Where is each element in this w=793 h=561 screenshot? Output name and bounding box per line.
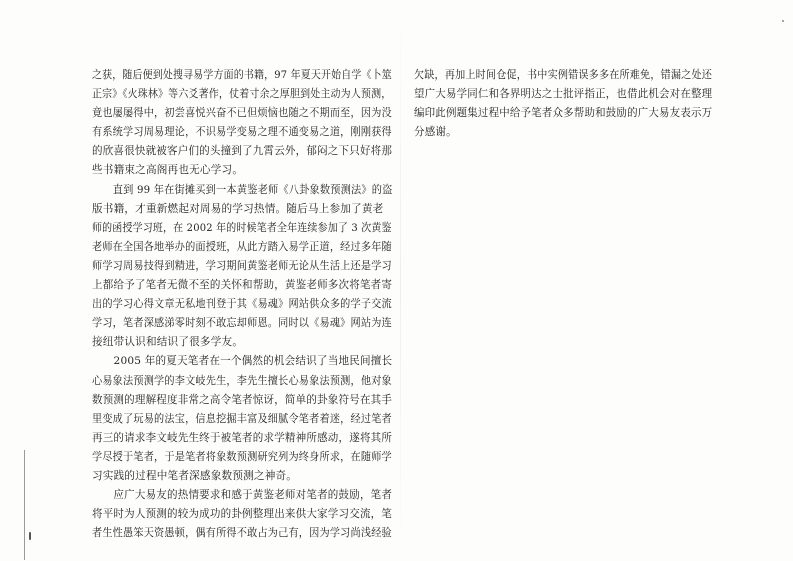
text-line: 的欣喜很快就被客户们的头撞到了九霄云外，郁闷之下只好将那 [92, 145, 393, 158]
text-line: 数预测的理解程度非常之高令笔者惊讶，简单的卦象符号在其手 [92, 393, 393, 406]
text-line: 上都给予了笔者无微不至的关怀和帮助，黄鉴老师多次将笔者寄 [92, 279, 393, 292]
right-page-text [414, 66, 714, 142]
text-line: 心易象法预测学的李文岐先生，李先生擅长心易象法预测，他对象 [92, 374, 392, 387]
text-line: 接纽带认识和结识了很多学友。 [92, 336, 244, 349]
text-line: 习实践的过程中笔者深感象数预测之神奇。 [92, 469, 298, 482]
text-line: 再三的请求李文岐先生终于被笔者的求学精神所感动，遂将其所 [92, 431, 393, 444]
text-line: 有系统学习周易理论，不识易学变易之理不通变易之道，刚刚获得 [92, 126, 392, 139]
left-page-text [92, 66, 392, 543]
page-fold-shadow [400, 0, 401, 561]
text-line: 学尽授于笔者，于是笔者将象数预测研究列为终身所求，在随师学 [92, 450, 392, 463]
text-line: 之获，随后便到处搜寻易学方面的书籍，97 年夏天开始自学《卜筮 [92, 69, 392, 81]
text-line: 直到 99 年在街摊买到一本黄鉴老师《八卦象数预测法》的盗 [92, 183, 393, 196]
text-line: 望广大易学同仁和各界明达之士批评指正，也借此机会对在整理 [414, 88, 713, 101]
text-line: 分感谢。 [414, 126, 457, 139]
text-line: 将平时为人预测的较为成功的卦例整理出来供大家学习交流，笔 [92, 508, 393, 521]
text-line: 正宗》《火珠林》等六爻著作，仗着寸余之厚胆到处主动为人预测， [92, 88, 392, 101]
text-line: 学习，笔者深感涕零时刻不敢忘却师恩。同时以《易魂》网站为连 [92, 317, 392, 330]
scan-speck [782, 20, 784, 22]
text-line: 2005 年的夏天笔者在一个偶然的机会结识了当地民间擅长 [92, 355, 393, 368]
text-line: 些书籍束之高阁再也无心学习。 [92, 164, 244, 177]
text-line: 里变成了玩易的法宝，信息挖掘丰富及细腻令笔者着迷，经过笔者 [92, 412, 392, 425]
text-line: 编印此例题集过程中给予笔者众多帮助和鼓励的广大易友表示万 [414, 107, 713, 120]
scan-edge-mark [24, 450, 25, 560]
text-line: 师学习周易技得到精进，学习期间黄鉴老师无论从生活上还是学习 [92, 259, 392, 272]
text-line: 应广大易友的热情要求和感于黄鉴老师对笔者的鼓励，笔者 [92, 489, 393, 502]
text-line: 老师在全国各地举办的面授班，从此方踏入易学正道，经过多年随 [92, 240, 392, 253]
text-line: 竟也屡屡得中，初尝喜悦兴奋不已但烦恼也随之不期而至，因为没 [92, 107, 392, 120]
text-line: 版书籍，才重新燃起对周易的学习热情。随后马上参加了黄老 [92, 202, 384, 215]
text-line: 欠缺，再加上时间仓促，书中实例错误多多在所难免，错漏之处还 [414, 69, 713, 81]
text-line: 出的学习心得文章无私地刊登于其《易魂》网站供众多的学子交流 [92, 298, 392, 311]
scan-speck [29, 532, 31, 540]
text-line: 者生性愚笨天资愚顿，偶有所得不敢占为己有，因为学习尚浅经验 [92, 527, 392, 540]
text-line: 师的函授学习班，在 2002 年的时候笔者全年连续参加了 3 次黄鉴 [92, 221, 392, 234]
